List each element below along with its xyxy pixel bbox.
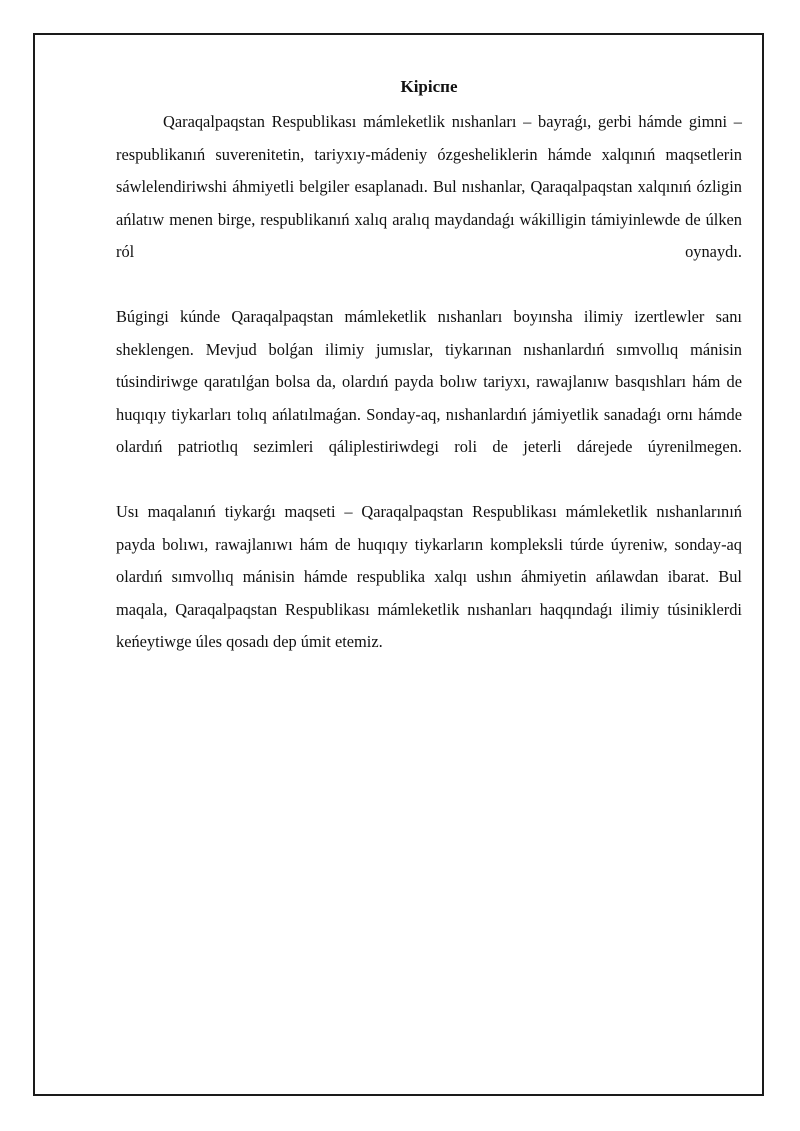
paragraph-3: Usı maqalanıń tiykarǵı maqseti – Qaraqalpaqstan Respublikası mámleketlik nıshanlarınıń payda bolıwı, rawajlanıwı hám de huqıqıy tiykarların kompleksli túrde úyreniw, sonday-aq olardıń sımvollıq mánisin hámde respublika xalqı ushın áhmiyetin ańlawdan ibarat. Bul maqala, Qaraqalpaqstan Respublikası mámleketlik nıshanları haqqındaǵı ilimiy túsiniklerdi keńeytiwge úles qosadı dep úmit etemiz. (116, 501, 742, 652)
paragraph-2: Búgingi kúnde Qaraqalpaqstan mámleketlik nıshanları boyınsha ilimiy izertlewler sanı sheklengen. Mevjud bolǵan ilimiy jumıslar, tiykarınan nıshanlardıń sımvollıq mánisin túsindiriwge qaratılǵan bolsa da, olardıń payda bolıw tariyxı, rawajlanıw basqıshları hám de huqıqıy tiykarları tolıq ańlatılmaǵan. Sonday-aq, nıshanlardıń jámiyetlik sanadaǵı ornı hámde olardıń patriotlıq sezimleri qáliplestiriwdegi roli de jeterli dárejede úyrenilmegen. (116, 306, 742, 457)
paragraph-1: Qaraqalpaqstan Respublikası mámleketlik nıshanları – bayraǵı, gerbi hámde gimni – respublikanıń suverenitetin, tariyxıy-mádeniy ózgesheliklerin hámde xalqınıń maqsetlerin sáwlelendiriwshi áhmiyetli belgiler esaplanadı. Bul nıshanlar, Qaraqalpaqstan xalqınıń ózligin ańlatıw menen birge, respublikanıń xalıq aralıq maydandaǵı wákilligin támiyinlewde de úlken ról oynaydı. (116, 112, 742, 262)
document-body (116, 76, 742, 659)
paragraph-gap (116, 464, 742, 496)
paragraph-gap (116, 269, 742, 301)
document-title: Kipiспе (400, 77, 458, 96)
